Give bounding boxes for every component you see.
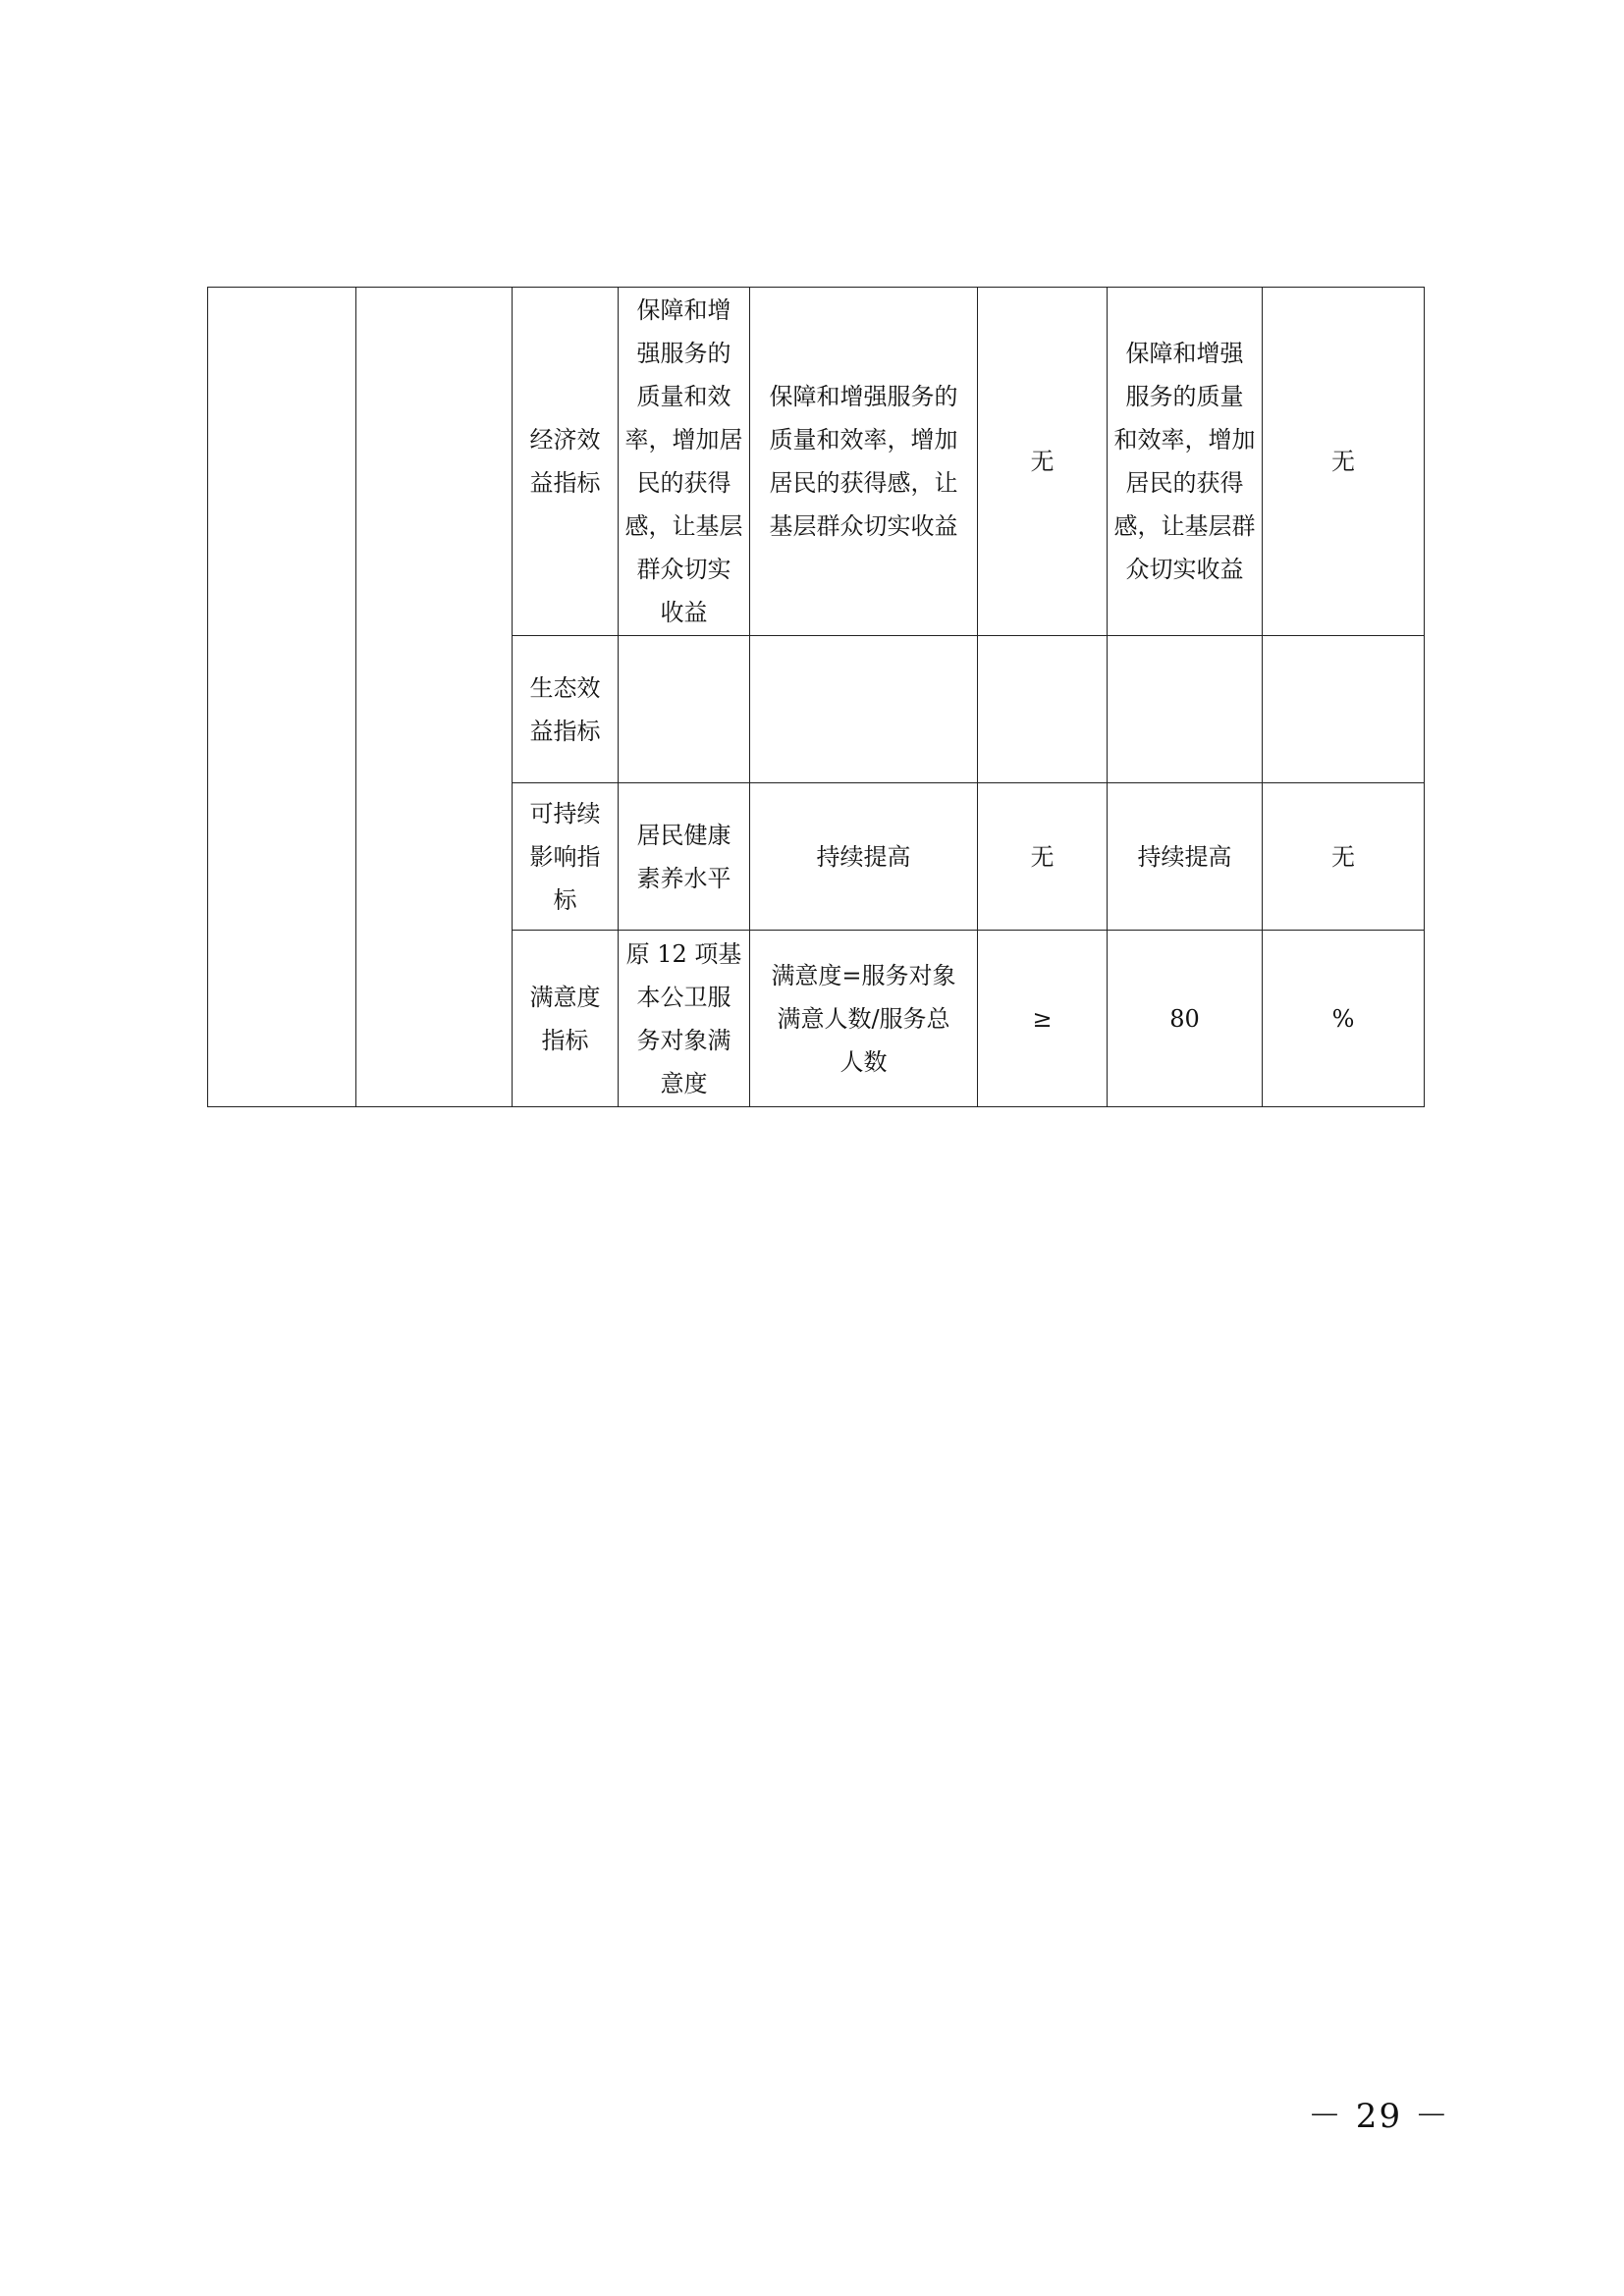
indicator-unit: % — [1331, 1004, 1355, 1033]
third-level-category-cell — [513, 288, 619, 636]
unit-cell — [1263, 636, 1425, 783]
indicator-description: 满意度=服务对象 满意人数/服务总 人数 — [771, 961, 956, 1076]
indicator-name-cell — [619, 288, 750, 636]
indicator-target: 80 — [1169, 1004, 1200, 1033]
category-label: 经济效 益指标 — [529, 426, 601, 497]
indicator-unit: 无 — [1331, 448, 1355, 475]
operator-cell — [978, 288, 1108, 636]
indicator-description-cell — [750, 636, 978, 783]
third-level-category-cell — [513, 931, 619, 1107]
indicator-unit: 无 — [1331, 842, 1355, 871]
page-number: － 29 － — [1308, 2097, 1450, 2136]
table-row — [208, 288, 1425, 636]
indicator-operator: 无 — [1030, 448, 1055, 475]
indicator-description: 保障和增强服务的 质量和效率，增加 居民的获得感，让 基层群众切实收益 — [769, 383, 958, 540]
target-value-cell — [1108, 288, 1263, 636]
unit-cell — [1263, 783, 1425, 931]
indicator-description-cell — [750, 288, 978, 636]
indicator-name-cell — [619, 783, 750, 931]
category-label: 可持续 影响指 标 — [529, 799, 601, 914]
category-label: 生态效 益指标 — [529, 673, 601, 745]
target-value-cell — [1108, 931, 1263, 1107]
category-label: 满意度 指标 — [529, 983, 601, 1054]
operator-cell — [978, 931, 1108, 1107]
indicator-operator: 无 — [1030, 842, 1055, 871]
performance-indicator-table — [207, 287, 1425, 1107]
first-level-indicator-cell — [208, 288, 356, 1107]
unit-cell — [1263, 931, 1425, 1107]
operator-cell — [978, 636, 1108, 783]
target-value-cell — [1108, 783, 1263, 931]
second-level-indicator-cell — [356, 288, 513, 1107]
operator-cell — [978, 783, 1108, 931]
indicator-operator: ≥ — [1032, 1004, 1053, 1033]
indicator-target: 保障和增强 服务的质量 和效率，增加 居民的获得 感，让基层群 众切实收益 — [1113, 340, 1256, 583]
third-level-category-cell — [513, 636, 619, 783]
indicator-description-cell — [750, 931, 978, 1107]
indicator-name-cell — [619, 931, 750, 1107]
indicator-name: 保障和增 强服务的 质量和效 率，增加居 民的获得 感，让基层 群众切实 收益 — [624, 296, 743, 626]
indicator-description-cell — [750, 783, 978, 931]
indicator-name: 原 12 项基 本公卫服 务对象满 意度 — [625, 939, 742, 1097]
indicator-description: 持续提高 — [816, 842, 911, 871]
unit-cell — [1263, 288, 1425, 636]
indicator-name: 居民健康 素养水平 — [636, 821, 731, 892]
target-value-cell — [1108, 636, 1263, 783]
third-level-category-cell — [513, 783, 619, 931]
indicator-name-cell — [619, 636, 750, 783]
indicator-target: 持续提高 — [1137, 842, 1232, 871]
